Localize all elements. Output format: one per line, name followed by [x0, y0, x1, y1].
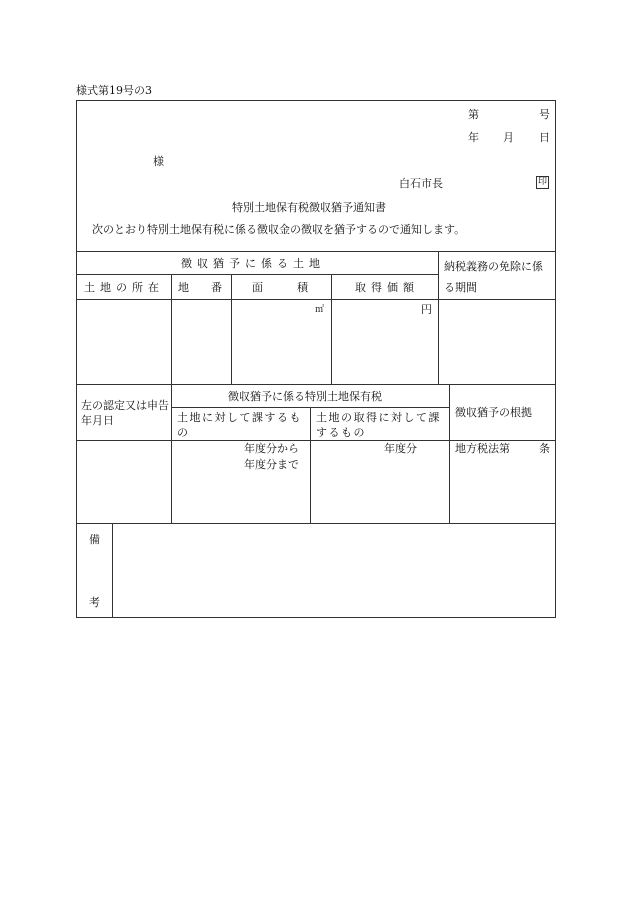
table1-divider-4: [438, 251, 439, 384]
table2-divider-2: [310, 407, 311, 523]
issuer-name: 白石市長: [399, 177, 443, 190]
table1-divider-1: [171, 274, 172, 384]
table2-date-header: 左の認定又は申告年月日: [81, 399, 169, 427]
fiscal-year-from: 年度分から: [244, 442, 299, 455]
table1-top-line: [76, 251, 556, 252]
table2-acquisition-tax-header: 土地の取得に対して課するもの: [316, 411, 441, 439]
table2-top-line: [76, 384, 556, 385]
document-title: 特別土地保有税徴収猶予通知書: [232, 201, 386, 214]
seal-mark: 印: [537, 177, 547, 187]
unit-yen: 円: [421, 303, 432, 316]
table2-group-header: 徴収猶予に係る特別土地保有税: [228, 390, 382, 403]
table2-divider-1: [171, 384, 172, 523]
date-day: 日: [539, 131, 550, 144]
law-article-suffix: 条: [539, 442, 550, 455]
form-frame: [76, 100, 556, 618]
intro-text: 次のとおり特別土地保有税に係る徴収金の徴収を猶予するので通知します。: [92, 223, 466, 236]
table2-header-bottom-line: [76, 440, 556, 441]
table1-lot-number-header: 地番: [178, 281, 244, 294]
addressee-honorific: 様: [153, 155, 164, 168]
date-month: 月: [503, 131, 514, 144]
table1-exemption-period-header: 納税義務の免除に係る期間: [444, 260, 543, 294]
unit-square-meter: ㎡: [315, 305, 325, 315]
remarks-label-2: 考: [89, 596, 100, 609]
table1-header-bottom-line: [76, 299, 556, 300]
remarks-divider: [112, 523, 113, 617]
table1-area-header: 面積: [252, 281, 342, 294]
table2-basis-header: 徴収猶予の根拠: [455, 406, 532, 419]
fiscal-year-single: 年度分: [384, 442, 417, 455]
date-year: 年: [468, 131, 479, 144]
fiscal-year-to: 年度分まで: [244, 458, 299, 471]
number-dai: 第: [468, 108, 479, 121]
table1-subheader-line: [76, 274, 439, 275]
form-number: 様式第19号の3: [76, 84, 152, 97]
table2-land-tax-header: 土地に対して課するもの: [177, 411, 302, 439]
table2-divider-3: [449, 384, 450, 523]
table1-location-header: 土地の所在: [84, 281, 164, 294]
law-article-prefix: 地方税法第: [455, 442, 510, 455]
table1-acquisition-price-header: 取得価額: [355, 281, 419, 294]
table1-group-header: 徴収猶予に係る土地: [181, 257, 325, 270]
remarks-label-1: 備: [89, 533, 100, 546]
remarks-top-line: [76, 523, 556, 524]
number-go: 号: [539, 108, 550, 121]
